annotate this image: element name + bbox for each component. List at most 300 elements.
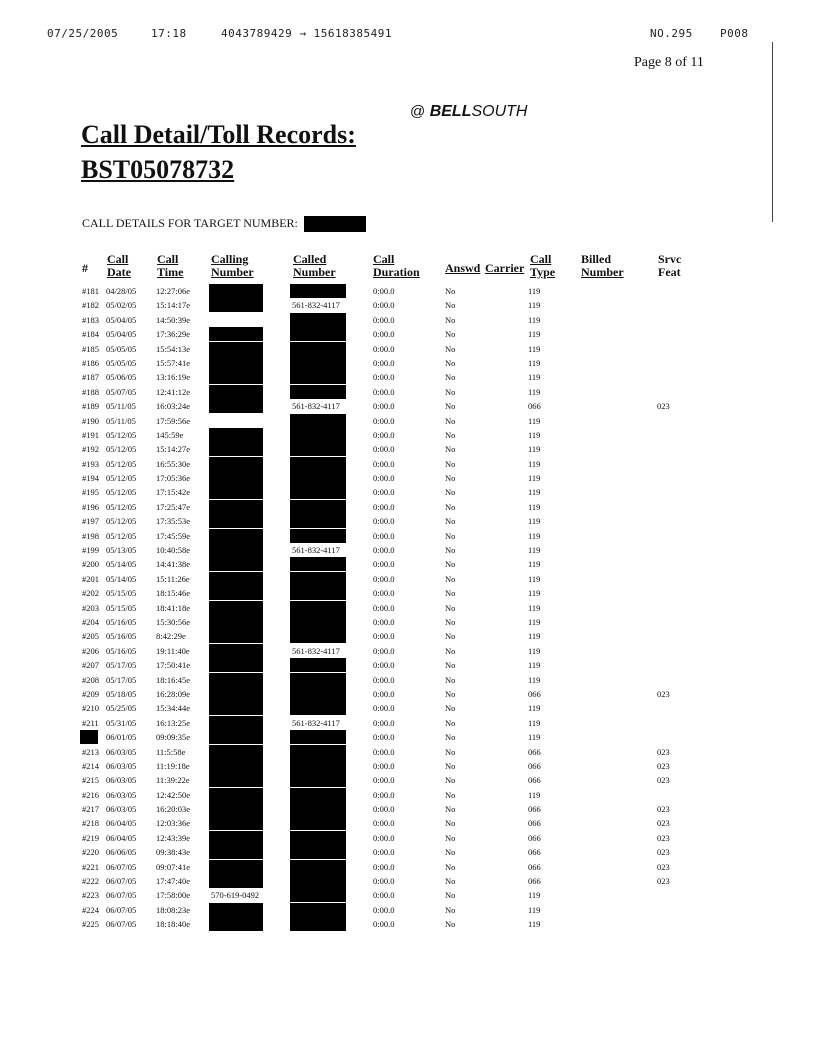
redacted-called-number (290, 658, 346, 672)
answered-flag: No (445, 847, 456, 858)
row-number: #199 (82, 545, 99, 556)
call-type: 119 (528, 530, 541, 541)
call-date: 06/04/05 (106, 832, 137, 843)
call-duration: 0:00.0 (373, 300, 395, 311)
call-date: 06/07/05 (106, 904, 137, 915)
logo-symbol-icon: @ (410, 103, 426, 120)
row-number: #182 (82, 300, 99, 311)
call-duration: 0:00.0 (373, 415, 395, 426)
call-type: 066 (528, 861, 541, 872)
table-row (0, 428, 816, 442)
col-call-time-header: Call Time (157, 252, 184, 279)
redacted-calling-number (209, 701, 263, 715)
redacted-called-number (290, 816, 346, 830)
call-duration: 0:00.0 (373, 329, 395, 340)
answered-flag: No (445, 588, 456, 599)
answered-flag: No (445, 760, 456, 771)
redacted-called-number (290, 860, 346, 874)
call-date: 05/16/05 (106, 645, 137, 656)
call-duration: 0:00.0 (373, 401, 395, 412)
redacted-calling-number (209, 557, 263, 571)
table-row (0, 773, 816, 787)
redacted-called-number (290, 745, 346, 759)
call-time: 11:‌5:58e (156, 746, 186, 757)
redacted-called-number (290, 529, 346, 543)
call-duration: 0:00.0 (373, 703, 395, 714)
call-type: 119 (528, 717, 541, 728)
call-type: 119 (528, 703, 541, 714)
call-date: 05/14/05 (106, 573, 137, 584)
call-date: 05/13/05 (106, 545, 137, 556)
call-duration: 0:00.0 (373, 890, 395, 901)
call-date: 05/14/05 (106, 559, 137, 570)
service-feature: 023 (657, 861, 670, 872)
call-date: 05/04/05 (106, 314, 137, 325)
col-duration-header: Call Duration (373, 252, 420, 279)
answered-flag: No (445, 890, 456, 901)
call-date: 06/03/05 (106, 789, 137, 800)
call-time: 16:55:30e (156, 458, 190, 469)
call-date: 05/11/05 (106, 415, 136, 426)
redacted-called-number (290, 385, 346, 399)
call-duration: 0:00.0 (373, 804, 395, 815)
table-row (0, 802, 816, 816)
redacted-called-number (290, 414, 346, 428)
call-duration: 0:00.0 (373, 876, 395, 887)
table-row (0, 514, 816, 528)
row-number: #205 (82, 631, 99, 642)
call-type: 119 (528, 660, 541, 671)
redacted-called-number (290, 327, 346, 341)
call-type: 119 (528, 473, 541, 484)
row-number: #209 (82, 688, 99, 699)
row-number: #187 (82, 372, 99, 383)
call-time: 15:11:26e (156, 573, 190, 584)
table-row (0, 816, 816, 830)
table-row (0, 759, 816, 773)
answered-flag: No (445, 674, 456, 685)
call-time: 17:15:42e (156, 487, 190, 498)
redacted-calling-number (209, 342, 263, 356)
redacted-called-number (290, 586, 346, 600)
redacted-called-number (290, 284, 346, 298)
redacted-calling-number (209, 644, 263, 658)
table-row (0, 327, 816, 341)
call-date: 06/07/05 (106, 876, 137, 887)
service-feature: 023 (657, 746, 670, 757)
row-number: #200 (82, 559, 99, 570)
redacted-called-number (290, 673, 346, 687)
redacted-called-number (290, 342, 346, 356)
call-date: 05/17/05 (106, 660, 137, 671)
col-num-header: # (82, 261, 88, 275)
table-row (0, 615, 816, 629)
call-time: 18:08:23e (156, 904, 190, 915)
call-duration: 0:00.0 (373, 530, 395, 541)
table-row (0, 687, 816, 701)
call-duration: 0:00.0 (373, 458, 395, 469)
table-row (0, 442, 816, 456)
call-time: 12:03:36e (156, 818, 190, 829)
row-number: #202 (82, 588, 99, 599)
call-time: 11:39:22e (156, 775, 190, 786)
call-duration: 0:00.0 (373, 904, 395, 915)
call-duration: 0:00.0 (373, 760, 395, 771)
answered-flag: No (445, 357, 456, 368)
call-time: 09:09:35e (156, 732, 190, 743)
col-called-number-header: Called Number (293, 252, 336, 279)
table-row (0, 414, 816, 428)
row-number: #189 (82, 401, 99, 412)
call-duration: 0:00.0 (373, 516, 395, 527)
redacted-calling-number (209, 284, 263, 298)
redacted-called-number (290, 356, 346, 370)
call-date: 06/07/05 (106, 861, 137, 872)
calling-number: 570-619-0492 (211, 890, 260, 901)
service-feature: 023 (657, 876, 670, 887)
call-duration: 0:00.0 (373, 732, 395, 743)
call-date: 06/03/05 (106, 760, 137, 771)
table-row (0, 673, 816, 687)
row-number: #197 (82, 516, 99, 527)
call-time: 18:41:18e (156, 602, 190, 613)
redacted-called-number (290, 888, 346, 902)
answered-flag: No (445, 616, 456, 627)
answered-flag: No (445, 458, 456, 469)
call-time: 17:45:59e (156, 530, 190, 541)
call-time: 17:35:53e (156, 516, 190, 527)
answered-flag: No (445, 343, 456, 354)
redacted-calling-number (209, 673, 263, 687)
call-duration: 0:00.0 (373, 818, 395, 829)
call-time: 18:16:45e (156, 674, 190, 685)
call-date: 05/18/05 (106, 688, 137, 699)
call-date: 05/15/05 (106, 602, 137, 613)
page-indicator: Page 8 of 11 (634, 55, 704, 70)
call-time: 17:47:40e (156, 876, 190, 887)
answered-flag: No (445, 530, 456, 541)
table-row (0, 385, 816, 399)
call-time: 14:41:38e (156, 559, 190, 570)
row-number: #220 (82, 847, 99, 858)
call-time: 17:25:47e (156, 501, 190, 512)
answered-flag: No (445, 631, 456, 642)
row-number: #225 (82, 919, 99, 930)
call-date: 05/12/05 (106, 487, 137, 498)
call-date: 05/12/05 (106, 530, 137, 541)
call-type: 119 (528, 444, 541, 455)
table-row (0, 716, 816, 730)
call-duration: 0:00.0 (373, 501, 395, 512)
table-row (0, 457, 816, 471)
call-type: 119 (528, 559, 541, 570)
row-number: #188 (82, 386, 99, 397)
row-number: #214 (82, 760, 99, 771)
call-date: 06/03/05 (106, 804, 137, 815)
call-time: 15:34:44e (156, 703, 190, 714)
call-type: 066 (528, 688, 541, 699)
service-feature: 023 (657, 847, 670, 858)
answered-flag: No (445, 473, 456, 484)
call-time: 16:03:24e (156, 401, 190, 412)
redacted-calling-number (209, 658, 263, 672)
call-time: 17:05:36e (156, 473, 190, 484)
redacted-called-number (290, 845, 346, 859)
redacted-called-number (290, 687, 346, 701)
call-time: 17:36:29e (156, 329, 190, 340)
call-time: 09:07:41e (156, 861, 190, 872)
redacted-calling-number (209, 687, 263, 701)
row-number: #218 (82, 818, 99, 829)
call-type: 119 (528, 631, 541, 642)
col-call-date-header: Call Date (107, 252, 131, 279)
call-date: 05/12/05 (106, 429, 137, 440)
call-type: 119 (528, 501, 541, 512)
redacted-row-number (80, 730, 98, 744)
row-number: #204 (82, 616, 99, 627)
call-type: 119 (528, 516, 541, 527)
answered-flag: No (445, 861, 456, 872)
table-row (0, 658, 816, 672)
table-row (0, 874, 816, 888)
redacted-calling-number (209, 730, 263, 744)
call-duration: 0:00.0 (373, 588, 395, 599)
call-duration: 0:00.0 (373, 372, 395, 383)
redacted-calling-number (209, 529, 263, 543)
target-label: CALL DETAILS FOR TARGET NUMBER: (82, 216, 298, 230)
table-row (0, 888, 816, 902)
row-number: #186 (82, 357, 99, 368)
redacted-calling-number (209, 428, 263, 442)
redacted-calling-number (209, 917, 263, 931)
service-feature: 023 (657, 401, 670, 412)
redacted-calling-number (209, 601, 263, 615)
answered-flag: No (445, 645, 456, 656)
call-type: 119 (528, 545, 541, 556)
call-type: 066 (528, 832, 541, 843)
call-type: 066 (528, 818, 541, 829)
row-number: #211 (82, 717, 99, 728)
call-date: 06/01/05 (106, 732, 137, 743)
call-date: 04/28/05 (106, 286, 137, 296)
row-number: #210 (82, 703, 99, 714)
call-type: 119 (528, 372, 541, 383)
row-number: #183 (82, 314, 99, 325)
call-time: 10:40:58e (156, 545, 190, 556)
call-type: 119 (528, 588, 541, 599)
redacted-calling-number (209, 485, 263, 499)
call-time: 18:18:40e (156, 919, 190, 930)
call-duration: 0:00.0 (373, 473, 395, 484)
call-duration: 0:00.0 (373, 559, 395, 570)
fax-date: 07/25/2005 (47, 27, 119, 40)
redacted-calling-number (209, 442, 263, 456)
row-number: #216 (82, 789, 99, 800)
table-row (0, 572, 816, 586)
redacted-target-number (304, 216, 366, 232)
call-duration: 0:00.0 (373, 919, 395, 930)
row-number: #219 (82, 832, 99, 843)
called-number: 561-832-4117 (292, 300, 340, 311)
call-date: 06/06/05 (106, 847, 137, 858)
call-time: 1‌45:59e (156, 429, 184, 440)
redacted-calling-number (209, 543, 263, 557)
call-duration: 0:00.0 (373, 602, 395, 613)
redacted-called-number (290, 370, 346, 384)
table-row (0, 629, 816, 643)
call-type: 119 (528, 357, 541, 368)
call-time: 11:19:18e (156, 760, 190, 771)
page-title: Call Detail/Toll Records: (81, 120, 356, 149)
call-time: 15:57:41e (156, 357, 190, 368)
answered-flag: No (445, 573, 456, 584)
call-type: 066 (528, 876, 541, 887)
called-number: 561-832-4117 (292, 645, 340, 656)
call-type: 119 (528, 329, 541, 340)
answered-flag: No (445, 559, 456, 570)
call-date: 05/12/05 (106, 501, 137, 512)
redacted-calling-number (209, 327, 263, 341)
table-row (0, 529, 816, 543)
call-type: 066 (528, 847, 541, 858)
called-number: 561-832-4117 (292, 545, 340, 556)
fax-route: 4043789429 → 15618385491 (221, 27, 392, 40)
call-date: 05/05/05 (106, 357, 137, 368)
row-number: #190 (82, 415, 99, 426)
call-date: 05/04/05 (106, 329, 137, 340)
answered-flag: No (445, 415, 456, 426)
answered-flag: No (445, 300, 456, 311)
table-row (0, 500, 816, 514)
call-date: 06/07/05 (106, 919, 137, 930)
called-number: 561-832-4117 (292, 717, 340, 728)
service-feature: 023 (657, 804, 670, 815)
table-row (0, 298, 816, 312)
service-feature: 023 (657, 818, 670, 829)
margin-line (772, 42, 773, 222)
redacted-calling-number (209, 572, 263, 586)
answered-flag: No (445, 602, 456, 613)
call-date: 05/06/05 (106, 372, 137, 383)
call-duration: 0:00.0 (373, 631, 395, 642)
call-time: 15:30:56e (156, 616, 190, 627)
call-time: 16:13:25e (156, 717, 190, 728)
call-duration: 0:00.0 (373, 660, 395, 671)
call-type: 119 (528, 386, 541, 397)
call-type: 066 (528, 401, 541, 412)
redacted-called-number (290, 313, 346, 327)
redacted-called-number (290, 601, 346, 615)
redacted-called-number (290, 802, 346, 816)
call-duration: 0:00.0 (373, 717, 395, 728)
row-number: #217 (82, 804, 99, 815)
redacted-calling-number (209, 298, 263, 312)
redacted-called-number (290, 903, 346, 917)
row-number: #207 (82, 660, 99, 671)
call-duration: 0:00.0 (373, 357, 395, 368)
call-duration: 0:00.0 (373, 674, 395, 685)
case-number: BST05078732 (81, 155, 235, 184)
bellsouth-logo (410, 103, 527, 121)
answered-flag: No (445, 401, 456, 412)
call-duration: 0:00.0 (373, 429, 395, 440)
answered-flag: No (445, 732, 456, 743)
row-number: #223 (82, 890, 99, 901)
call-time: 12:43:39e (156, 832, 190, 843)
redacted-called-number (290, 500, 346, 514)
col-call-type-header: Call Type (530, 252, 556, 279)
redacted-called-number (290, 615, 346, 629)
call-duration: 0:00.0 (373, 386, 395, 397)
logo-brand-rest: SOUTH (471, 103, 528, 120)
call-type: 119 (528, 602, 541, 613)
redacted-called-number (290, 701, 346, 715)
call-time: 12:42:50e (156, 789, 190, 800)
call-duration: 0:00.0 (373, 616, 395, 627)
redacted-calling-number (209, 471, 263, 485)
call-date: 06/04/05 (106, 818, 137, 829)
table-row (0, 903, 816, 917)
call-type: 119 (528, 645, 541, 656)
call-time: 13:16:19e (156, 372, 190, 383)
call-date: 05/07/05 (106, 386, 137, 397)
call-date: 05/16/05 (106, 616, 137, 627)
call-type: 119 (528, 616, 541, 627)
answered-flag: No (445, 746, 456, 757)
redacted-called-number (290, 485, 346, 499)
call-date: 05/15/05 (106, 588, 137, 599)
answered-flag: No (445, 717, 456, 728)
table-row (0, 342, 816, 356)
table-row (0, 543, 816, 557)
row-number: #213 (82, 746, 99, 757)
redacted-calling-number (209, 759, 263, 773)
row-number: #222 (82, 876, 99, 887)
redacted-calling-number (209, 745, 263, 759)
answered-flag: No (445, 516, 456, 527)
row-number: #195 (82, 487, 99, 498)
redacted-calling-number (209, 399, 263, 413)
redacted-calling-number (209, 457, 263, 471)
table-row (0, 313, 816, 327)
call-type: 119 (528, 415, 541, 426)
row-number: #215 (82, 775, 99, 786)
redacted-calling-number (209, 385, 263, 399)
redacted-calling-number (209, 500, 263, 514)
table-row (0, 831, 816, 845)
logo-brand-bold: BELL (429, 103, 472, 120)
call-time: 09:38:43e (156, 847, 190, 858)
call-time: 19:11:40e (156, 645, 190, 656)
call-time: 12:41:12e (156, 386, 190, 397)
redacted-calling-number (209, 773, 263, 787)
redacted-called-number (290, 788, 346, 802)
row-number: #198 (82, 530, 99, 541)
target-number-line (82, 216, 366, 232)
call-time: 16:20:03e (156, 804, 190, 815)
call-duration: 0:00.0 (373, 444, 395, 455)
answered-flag: No (445, 876, 456, 887)
table-row (0, 730, 816, 744)
call-type: 119 (528, 300, 541, 311)
call-date: 05/12/05 (106, 473, 137, 484)
call-date: 05/17/05 (106, 674, 137, 685)
table-row (0, 917, 816, 931)
row-number: #221 (82, 861, 99, 872)
call-date: 05/02/05 (106, 300, 137, 311)
call-time: 14:50:39e (156, 314, 190, 325)
redacted-called-number (290, 428, 346, 442)
